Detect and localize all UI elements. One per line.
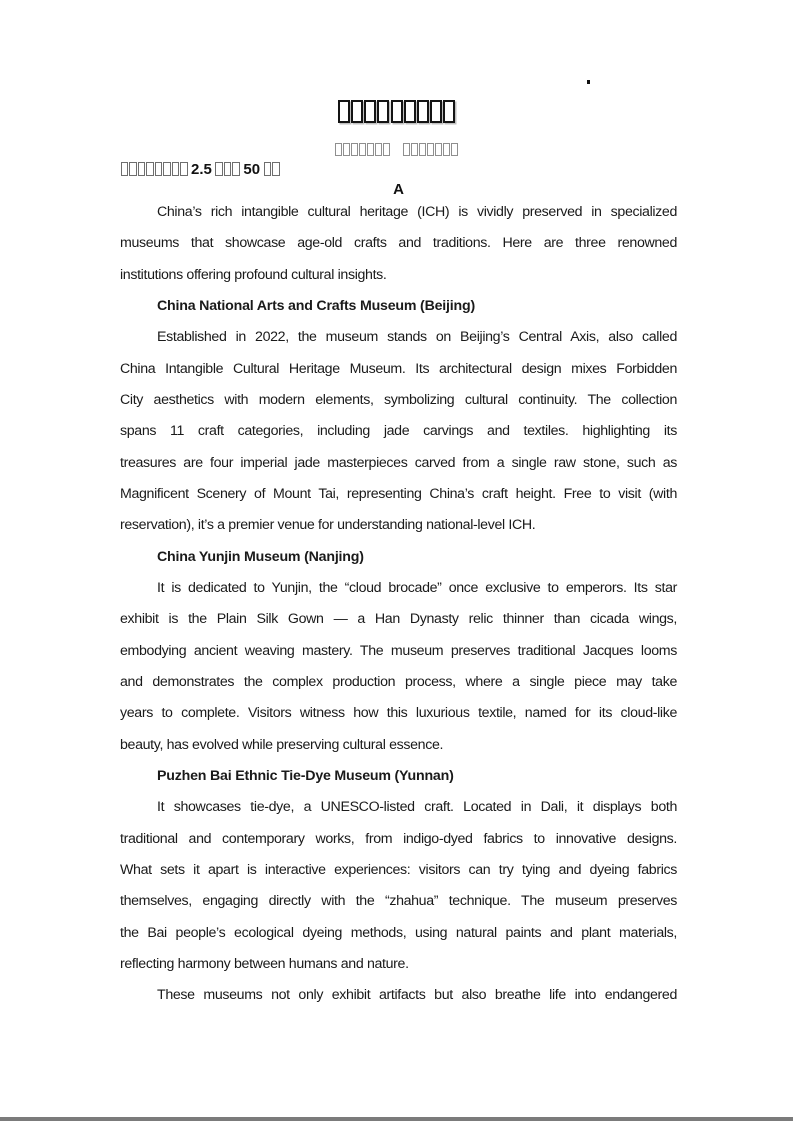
tofu-box [430,100,442,123]
title-tofu-group [337,103,456,120]
tofu-box [435,143,442,156]
tofu-box [338,100,350,123]
page-footer-divider [0,1117,793,1121]
tofu-box [163,162,171,176]
text-line: These museums not only exhibit artifacts but also breathe life into endangered [157,987,677,1004]
stray-period-mark [587,80,590,84]
tofu-box [335,143,342,156]
tofu-box [417,100,429,123]
text-line: treasures are four imperial jade masterpieces carved from a single raw stone, such as [120,454,677,471]
tofu-box [403,143,410,156]
tofu-box [443,100,455,123]
total-points: 50 [243,161,261,178]
tofu-box [377,100,389,123]
text-line: Established in 2022, the museum stands on Beijing’s Central Axis, also called [157,329,677,346]
text-line: China’s rich intangible cultural heritage (ICH) is vividly preserved in specialized [157,204,677,220]
scoring-instruction-line [120,160,280,180]
text-line: embodying ancient weaving mastery. The museum preserves traditional Jacques looms [120,642,677,659]
points-per-item: 2.5 [191,161,212,178]
text-line: and demonstrates the complex production process, where a single piece may take [120,673,677,690]
tofu-box [343,143,350,156]
tofu-box [367,143,374,156]
instruction-tofu-before [120,161,188,178]
tofu-box [359,143,366,156]
text-line: traditional and contemporary works, from indigo-dyed fabrics to innovative designs. [120,830,677,847]
tofu-box [451,143,458,156]
instruction-tofu-after [263,161,280,178]
text-line: museums that showcase age-old crafts and traditions. Here are three renowned [120,235,677,252]
tofu-box [272,162,280,176]
tofu-box [215,162,223,176]
text-line: reservation), it’s a premier venue for understanding national-level ICH. [120,517,536,534]
tofu-box [172,162,180,176]
text-line: exhibit is the Plain Silk Gown — a Han Dynasty relic thinner than cicada wings, [120,611,677,628]
tofu-box [351,143,358,156]
tofu-box [404,100,416,123]
subtitle-tofu-group-1 [335,141,391,159]
tofu-box [146,162,154,176]
text-line: beauty, has evolved while preserving cultural essence. [120,736,444,753]
tofu-box [419,143,426,156]
instruction-tofu-mid [215,161,241,178]
text-line: institutions offering profound cultural insights. [120,266,387,283]
tofu-box [351,100,363,123]
tofu-box [264,162,272,176]
text-line: spans 11 craft categories, including jade carvings and textiles. highlighting its [120,423,677,440]
tofu-box [155,162,163,176]
text-line: the Bai people’s ecological dyeing methods, using natural paints and plant materials, [120,924,677,941]
text-line: It showcases tie-dye, a UNESCO-listed craft. Located in Dali, it displays both [157,799,677,816]
tofu-box [138,162,146,176]
text-line: City aesthetics with modern elements, symbolizing cultural continuity. The collection [120,391,677,408]
tofu-box [375,143,382,156]
tofu-box [391,100,403,123]
text-line: What sets it apart is interactive experiences: visitors can try tying and dyeing fabrics [120,861,677,878]
tofu-box [383,143,390,156]
passage-content [120,197,677,1012]
subtitle-tofu-group-2 [402,141,458,159]
document-title-tofu [0,100,793,123]
document-subtitle-tofu [0,141,793,159]
museum-heading: China Yunjin Museum (Nanjing) [157,548,364,565]
tofu-box [180,162,188,176]
tofu-box [121,162,129,176]
text-line: It is dedicated to Yunjin, the “cloud brocade” once exclusive to emperors. Its star [157,579,677,596]
section-label: A [393,181,404,198]
text-line: Magnificent Scenery of Mount Tai, representing China’s craft height. Free to visit (with [120,485,677,502]
text-line: years to complete. Visitors witness how this luxurious textile, named for its cloud-like [120,705,677,722]
tofu-box [232,162,240,176]
tofu-box [129,162,137,176]
tofu-box [411,143,418,156]
museum-heading: China National Arts and Crafts Museum (Beijing) [157,297,475,314]
text-line: reflecting harmony between humans and nature. [120,955,409,972]
text-line: China Intangible Cultural Heritage Museum. Its architectural design mixes Forbidden [120,360,677,377]
text-line: themselves, engaging directly with the “zhahua” technique. The museum preserves [120,893,677,910]
tofu-box [427,143,434,156]
tofu-box [224,162,232,176]
tofu-box [443,143,450,156]
museum-heading: Puzhen Bai Ethnic Tie-Dye Museum (Yunnan) [157,767,454,784]
tofu-box [364,100,376,123]
